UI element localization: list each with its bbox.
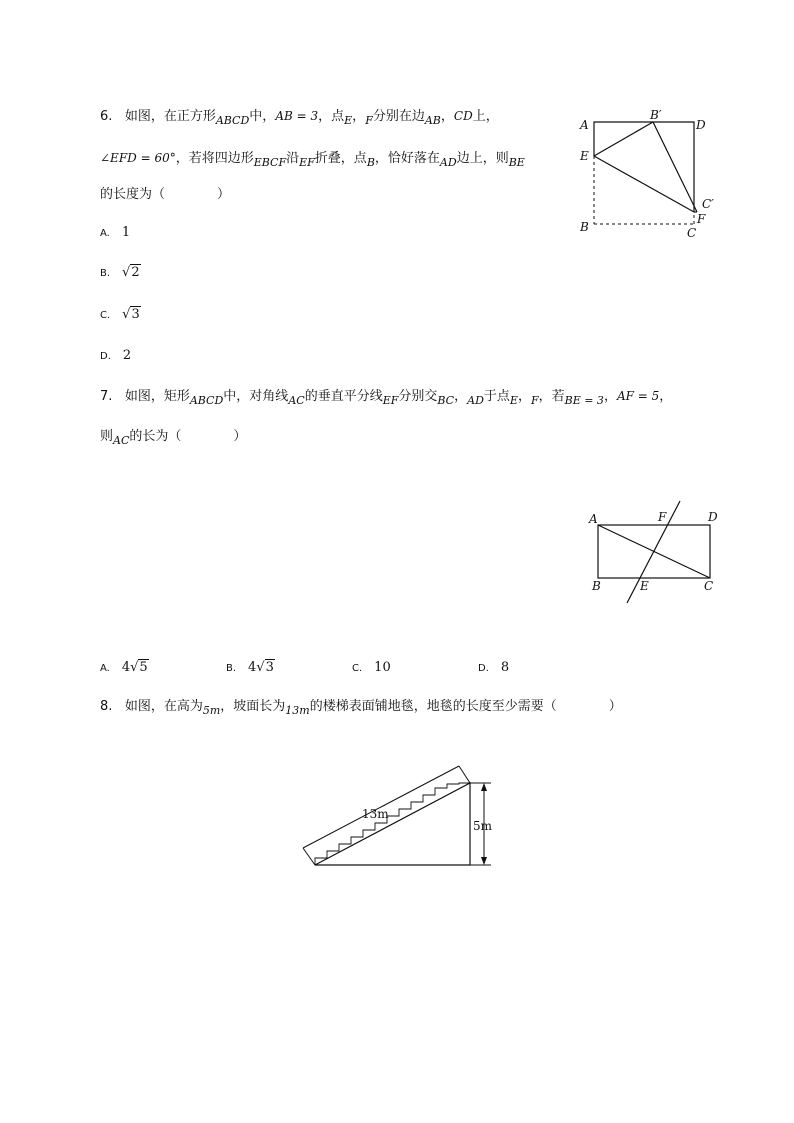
q7-text: 的垂直平分线	[304, 389, 383, 404]
q7-math: AD	[467, 394, 484, 407]
label-a: A	[589, 512, 598, 526]
label-c: C	[687, 226, 697, 240]
label-a: A	[580, 118, 589, 132]
q6-text: 的长度为（ ）	[100, 187, 231, 202]
option-value: 4√3	[248, 660, 274, 675]
option-value: 1	[121, 225, 131, 240]
q8-text: ，坡面长为	[220, 699, 286, 714]
q7-math: EF	[382, 394, 399, 407]
option-value: 2	[122, 348, 132, 363]
q6-math: AB	[424, 114, 441, 127]
radicand: 2	[131, 265, 140, 280]
q7-text: ，	[603, 389, 617, 404]
coefficient: 4	[121, 660, 131, 675]
label-d: D	[696, 118, 706, 132]
q7-line2	[100, 428, 246, 446]
option-label: D.	[100, 351, 111, 362]
option-label: B.	[226, 663, 237, 674]
label-f: F	[658, 510, 667, 524]
q8-math: 5m	[202, 704, 221, 717]
q6-text: ，	[440, 109, 454, 124]
q7-text: ，若	[538, 389, 565, 404]
q7-text: ，	[659, 389, 673, 404]
option-label: D.	[478, 663, 489, 674]
option-label: A.	[100, 663, 110, 674]
q6-math: ∠EFD = 60°	[100, 151, 176, 165]
q7-option-a[interactable]	[100, 659, 149, 678]
q7-math: BE = 3	[564, 394, 604, 407]
label-b: B	[580, 220, 589, 234]
q6-text: 边上，则	[456, 151, 509, 166]
q6-option-c[interactable]	[100, 306, 141, 325]
option-value: √3	[122, 307, 140, 322]
q7-line1	[100, 387, 672, 406]
q6-text: 上，	[472, 109, 499, 124]
q7-option-b[interactable]	[226, 659, 275, 678]
q7-text: 则	[100, 429, 114, 444]
q7-text: ，	[454, 389, 468, 404]
q6-math: EF	[299, 156, 315, 169]
option-label: C.	[100, 310, 111, 321]
option-value: 10	[374, 660, 391, 675]
radicand: 5	[139, 660, 148, 675]
q8-text: 如图，在高为	[124, 699, 203, 714]
q6-option-d[interactable]	[100, 347, 131, 366]
slope-dimension-tick-right	[459, 766, 470, 783]
label-b: B	[592, 579, 601, 593]
height-arrow-down	[481, 857, 487, 865]
q8-figure	[295, 760, 505, 875]
q7-number: 7.	[100, 389, 113, 404]
q7-text: 中，对角线	[223, 389, 289, 404]
q6-math: EBCF	[253, 156, 287, 169]
q6-line3	[100, 186, 230, 204]
slope-length-label: 13m	[362, 807, 389, 821]
q7-text: 的长为（ ）	[129, 429, 247, 444]
option-label: A.	[100, 228, 110, 239]
q6-text: 如图，在正方形	[124, 109, 216, 124]
q7-figure	[580, 495, 730, 610]
q6-number: 6.	[100, 109, 113, 124]
q7-text: 于点	[483, 389, 510, 404]
label-d: D	[708, 510, 718, 524]
label-e: E	[640, 579, 649, 593]
q7-math: AC	[288, 394, 305, 407]
q6-math: BE	[508, 156, 525, 169]
slope-triangle	[315, 783, 470, 865]
label-c-prime: C′	[702, 197, 714, 211]
q7-math: AC	[113, 434, 130, 447]
q6-math: E	[344, 114, 353, 127]
q7-math: F	[530, 394, 539, 407]
q6-line2	[100, 149, 525, 168]
q7-text: 分别交	[398, 389, 438, 404]
label-b-prime: B′	[650, 108, 662, 122]
folded-edge-eb	[594, 122, 653, 156]
label-f: F	[697, 212, 706, 226]
q6-text: 沿	[286, 151, 300, 166]
perpendicular-bisector-ef	[627, 501, 680, 603]
coefficient: 4	[248, 660, 257, 675]
q6-text: 折叠，点	[314, 151, 367, 166]
q6-text: ，点	[318, 109, 345, 124]
q7-option-d[interactable]	[478, 659, 509, 678]
option-label: B.	[100, 268, 111, 279]
square-top-edge	[594, 122, 694, 212]
q6-option-a[interactable]	[100, 224, 130, 243]
q7-text: ，	[517, 389, 531, 404]
q7-math: AF = 5	[616, 389, 660, 403]
q6-text: 分别在边	[372, 109, 425, 124]
q6-line1	[100, 107, 499, 126]
q7-math: BC	[437, 394, 455, 407]
fold-line-ef	[594, 156, 694, 212]
q6-math: B	[366, 156, 375, 169]
height-label: 5m	[473, 819, 493, 833]
q8-math: 13m	[285, 704, 310, 717]
q8-number: 8.	[100, 699, 113, 714]
q6-text: ，	[352, 109, 366, 124]
option-value: 4√5	[121, 660, 148, 675]
q6-math: F	[365, 114, 373, 127]
folded-edge-bc	[653, 122, 697, 212]
q7-text: 如图，矩形	[124, 389, 190, 404]
q8-text: 的楼梯表面铺地毯，地毯的长度至少需要（ ）	[309, 699, 622, 714]
q7-math: E	[509, 394, 518, 407]
q6-text: 中，	[249, 109, 276, 124]
q6-math: ABCD	[215, 114, 250, 127]
q7-math: ABCD	[189, 394, 224, 407]
q6-math: AB = 3	[275, 109, 319, 123]
radicand: 3	[131, 307, 140, 322]
option-value: √2	[122, 265, 140, 280]
label-e: E	[580, 149, 589, 163]
height-arrow-up	[481, 783, 487, 791]
option-value: 8	[500, 660, 510, 675]
slope-dimension-tick-left	[303, 848, 315, 865]
q6-math: CD	[453, 109, 473, 123]
q6-text: ，若将四边形	[175, 151, 254, 166]
radicand: 3	[265, 660, 274, 675]
option-label: C.	[352, 663, 363, 674]
label-c: C	[704, 579, 714, 593]
q7-option-c[interactable]	[352, 659, 391, 678]
q6-text: ，恰好落在	[374, 151, 440, 166]
q6-option-b[interactable]	[100, 264, 141, 283]
q6-figure	[570, 100, 730, 245]
q8-line1	[100, 698, 622, 716]
q6-math: AD	[439, 156, 457, 169]
